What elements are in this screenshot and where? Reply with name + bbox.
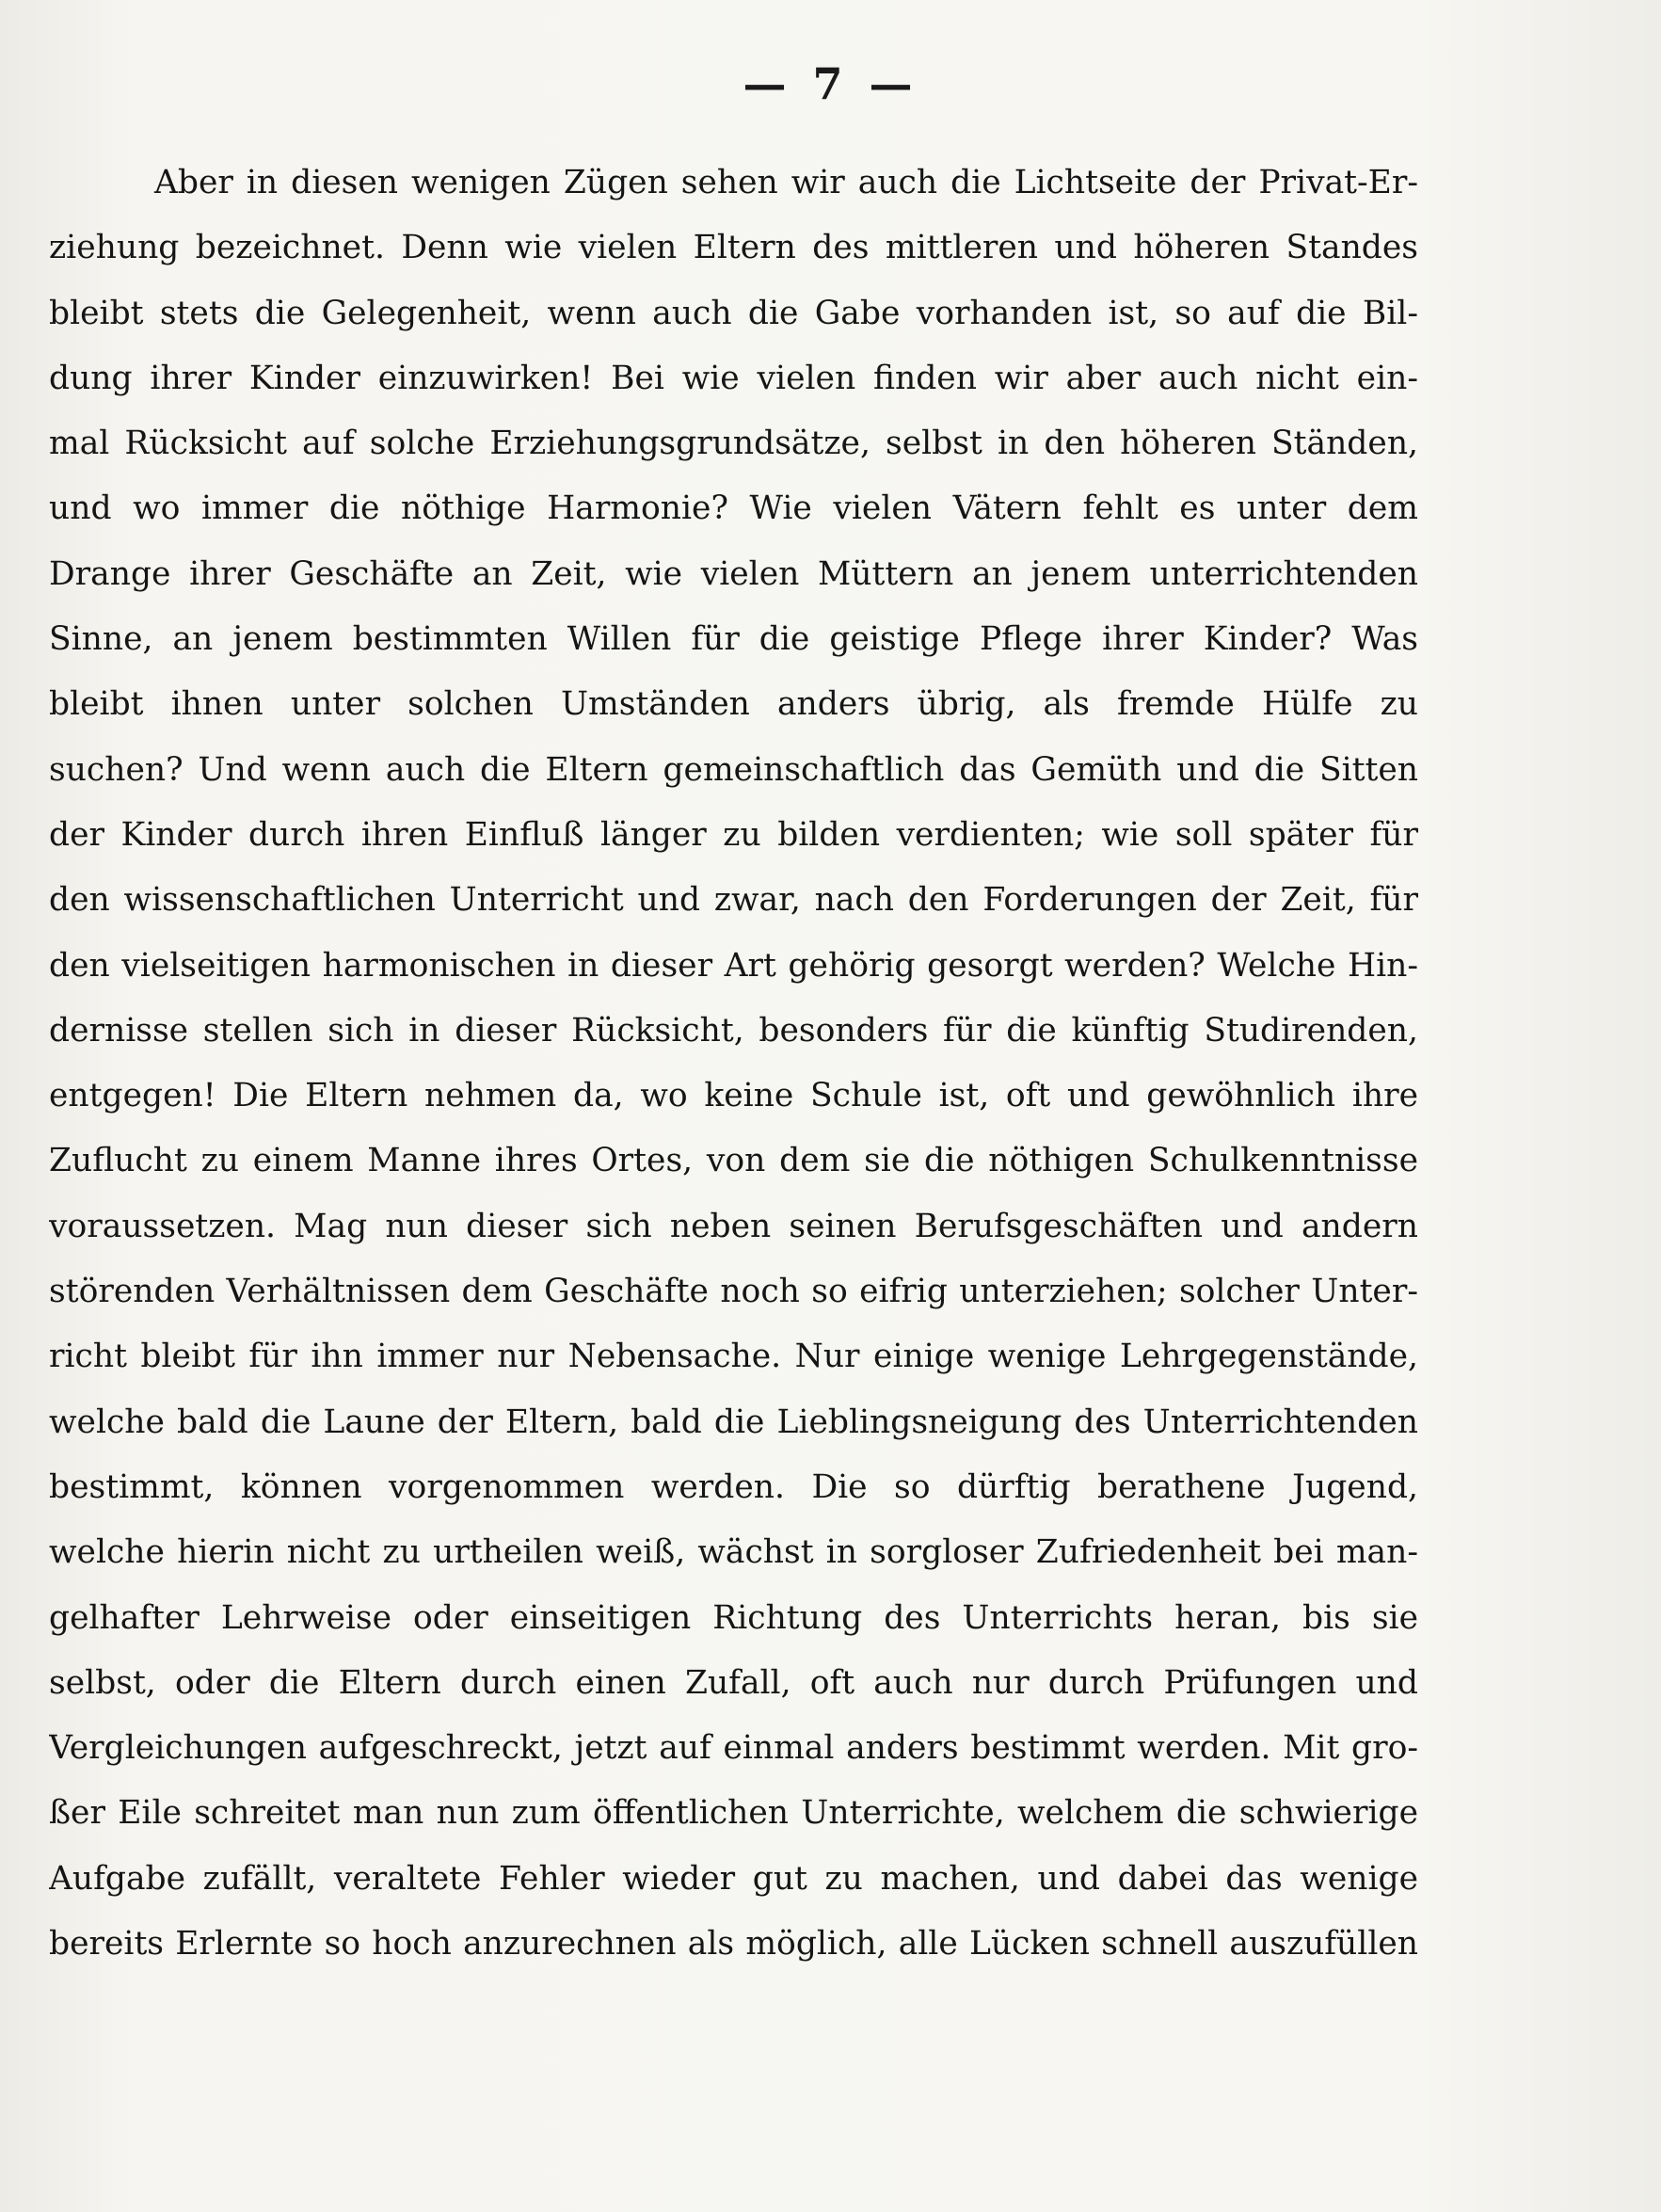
text-line: ziehung bezeichnet. Denn wie vielen Eltern des mittleren und höheren Standes: [49, 229, 1418, 267]
text-line: Zuflucht zu einem Manne ihres Ortes, von dem sie die nöthigen Schulkenntnisse: [49, 1142, 1418, 1180]
text-line: bleibt stets die Gelegenheit, wenn auch die Gabe vorhanden ist, so auf die Bil-: [49, 294, 1418, 332]
text-line: bereits Erlernte so hoch anzurechnen als möglich, alle Lücken schnell auszufüllen: [49, 1925, 1418, 1964]
text-line: Aufgabe zufällt, veraltete Fehler wieder gut zu machen, und dabei das wenige: [49, 1859, 1418, 1898]
text-line: den vielseitigen harmonischen in dieser Art gehörig gesorgt werden? Welche Hin-: [49, 946, 1418, 985]
text-line: ßer Eile schreitet man nun zum öffentlichen Unterrichte, welchem die schwierige: [49, 1794, 1418, 1833]
text-line: welche hierin nicht zu urtheilen weiß, wächst in sorgloser Zufriedenheit bei man-: [49, 1533, 1418, 1572]
text-line: Drange ihrer Geschäfte an Zeit, wie vielen Müttern an jenem unterrichtenden: [49, 554, 1418, 593]
text-line: dernisse stellen sich in dieser Rücksicht, besonders für die künftig Studirenden,: [49, 1011, 1418, 1050]
text-line: suchen? Und wenn auch die Eltern gemeinschaftlich das Gemüth und die Sitten: [49, 750, 1418, 789]
page-number-header: — 7 —: [743, 58, 918, 109]
text-line: richt bleibt für ihn immer nur Nebensache. Nur einige wenige Lehrgegenstände,: [49, 1338, 1418, 1376]
text-line: störenden Verhältnissen dem Geschäfte noch so eifrig unterziehen; solcher Unter-: [49, 1273, 1418, 1311]
text-line: entgegen! Die Eltern nehmen da, wo keine Schule ist, oft und gewöhnlich ihre: [49, 1077, 1418, 1115]
text-line: bleibt ihnen unter solchen Umständen anders übrig, als fremde Hülfe zu: [49, 685, 1418, 724]
text-line: und wo immer die nöthige Harmonie? Wie vielen Vätern fehlt es unter dem: [49, 489, 1418, 528]
text-line: den wissenschaftlichen Unterricht und zwar, nach den Forderungen der Zeit, für: [49, 881, 1418, 920]
text-line: Sinne, an jenem bestimmten Willen für die geistige Pflege ihrer Kinder? Was: [49, 620, 1418, 659]
text-line: Vergleichungen aufgeschreckt, jetzt auf einmal anders bestimmt werden. Mit gro-: [49, 1729, 1418, 1768]
text-line: selbst, oder die Eltern durch einen Zufall, oft auch nur durch Prüfungen und: [49, 1663, 1418, 1702]
text-line: welche bald die Laune der Eltern, bald die Lieblingsneigung des Unterrichtenden: [49, 1403, 1418, 1441]
text-line: voraussetzen. Mag nun dieser sich neben seinen Berufsgeschäften und andern: [49, 1207, 1418, 1245]
text-line: gelhafter Lehrweise oder einseitigen Richtung des Unterrichts heran, bis sie: [49, 1598, 1418, 1637]
text-line: Aber in diesen wenigen Zügen sehen wir auch die Lichtseite der Privat-Er-: [154, 164, 1418, 201]
text-line: mal Rücksicht auf solche Erziehungsgrundsätze, selbst in den höheren Ständen,: [49, 425, 1418, 463]
text-line: der Kinder durch ihren Einfluß länger zu bilden verdienten; wie soll später für: [49, 815, 1418, 854]
text-line: dung ihrer Kinder einzuwirken! Bei wie vielen finden wir aber auch nicht ein-: [49, 359, 1418, 397]
body-text: [49, 151, 1418, 1977]
text-line: bestimmt, können vorgenommen werden. Die so dürftig berathene Jugend,: [49, 1467, 1418, 1506]
